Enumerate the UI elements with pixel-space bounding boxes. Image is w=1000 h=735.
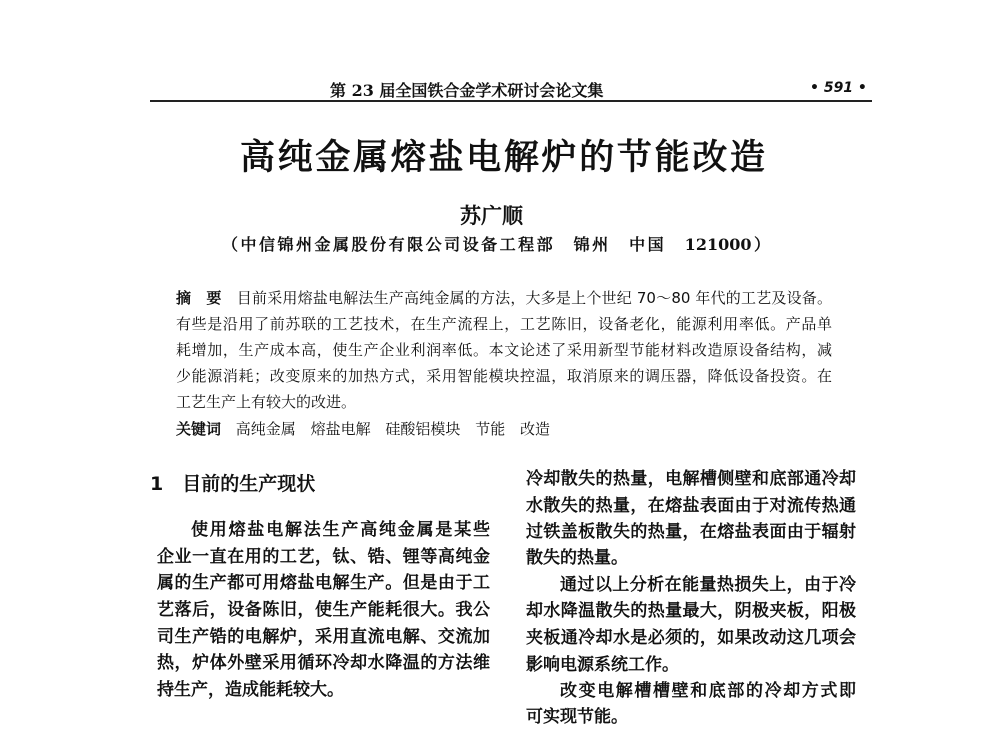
body-line: 使用熔盐电解法生产高纯金属是某些: [191, 520, 490, 540]
abstract-line: [176, 288, 832, 308]
body-line: 持生产，造成能耗较大。: [157, 680, 344, 700]
paper-title: 高纯金属熔盐电解炉的节能改造: [240, 138, 765, 178]
body-line: 企业一直在用的工艺，钛、锆、锂等高纯金: [157, 547, 490, 567]
running-head: 第 23 届全国铁合金学术研讨会论文集: [330, 81, 604, 100]
body-line: 夹板通冷却水是必须的，如果改动这几项会: [526, 628, 856, 648]
body-line: 冷却散失的热量，电解槽侧壁和底部通冷却: [526, 469, 856, 489]
body-line: 艺落后，设备陈旧，使生产能耗很大。我公: [157, 600, 490, 620]
header-rule: [150, 100, 872, 102]
body-line: 水散失的热量，在熔盐表面由于对流传热通: [526, 496, 856, 516]
body-line: 散失的热量。: [526, 548, 628, 568]
section-heading: 1 目前的生产现状: [150, 473, 316, 495]
abstract-line: 有些是沿用了前苏联的工艺技术，在生产流程上，工艺陈旧，设备老化，能源利用率低。产品单: [176, 315, 832, 333]
abstract-line: 少能源消耗；改变原来的加热方式，采用智能模块控温，取消原来的调压器，降低设备投资。在: [176, 367, 832, 385]
affiliation: （中信锦州金属股份有限公司设备工程部 锦州 中国 121000）: [222, 235, 770, 254]
body-line: 过铁盖板散失的热量，在熔盐表面由于辐射: [526, 522, 856, 542]
body-line: 通过以上分析在能量热损失上，由于冷: [560, 575, 856, 595]
keyword: 硅酸铝模块: [385, 420, 461, 438]
abstract-text: 目前采用熔盐电解法生产高纯金属的方法，大多是上个世纪 70～80 年代的工艺及设备。: [236, 289, 832, 307]
abstract-line: 工艺生产上有较大的改进。: [176, 393, 357, 411]
body-line: 可实现节能。: [526, 707, 628, 727]
page-number: • 591 •: [810, 80, 867, 96]
keyword: 高纯金属: [235, 420, 296, 438]
author: 苏广顺: [460, 203, 523, 228]
body-line: 属的生产都可用熔盐电解生产。但是由于工: [157, 573, 490, 593]
keyword: 节能: [475, 420, 506, 438]
keywords: [176, 418, 550, 439]
keyword: 熔盐电解: [310, 420, 371, 438]
body-line: 影响电源系统工作。: [526, 655, 679, 675]
body-line: 改变电解槽槽壁和底部的冷却方式即: [560, 681, 856, 701]
keywords-label: 关键词: [176, 420, 222, 438]
keyword: 改造: [519, 420, 550, 438]
abstract-label: 摘 要: [176, 289, 222, 307]
abstract-line: 耗增加，生产成本高，使生产企业利润率低。本文论述了采用新型节能材料改造原设备结构，减: [176, 341, 832, 359]
body-line: 热，炉体外壁采用循环冷却水降温的方法维: [157, 653, 490, 673]
body-line: 却水降温散失的热量最大，阴极夹板，阳极: [526, 601, 856, 621]
body-line: 司生产锆的电解炉，采用直流电解、交流加: [157, 627, 490, 647]
